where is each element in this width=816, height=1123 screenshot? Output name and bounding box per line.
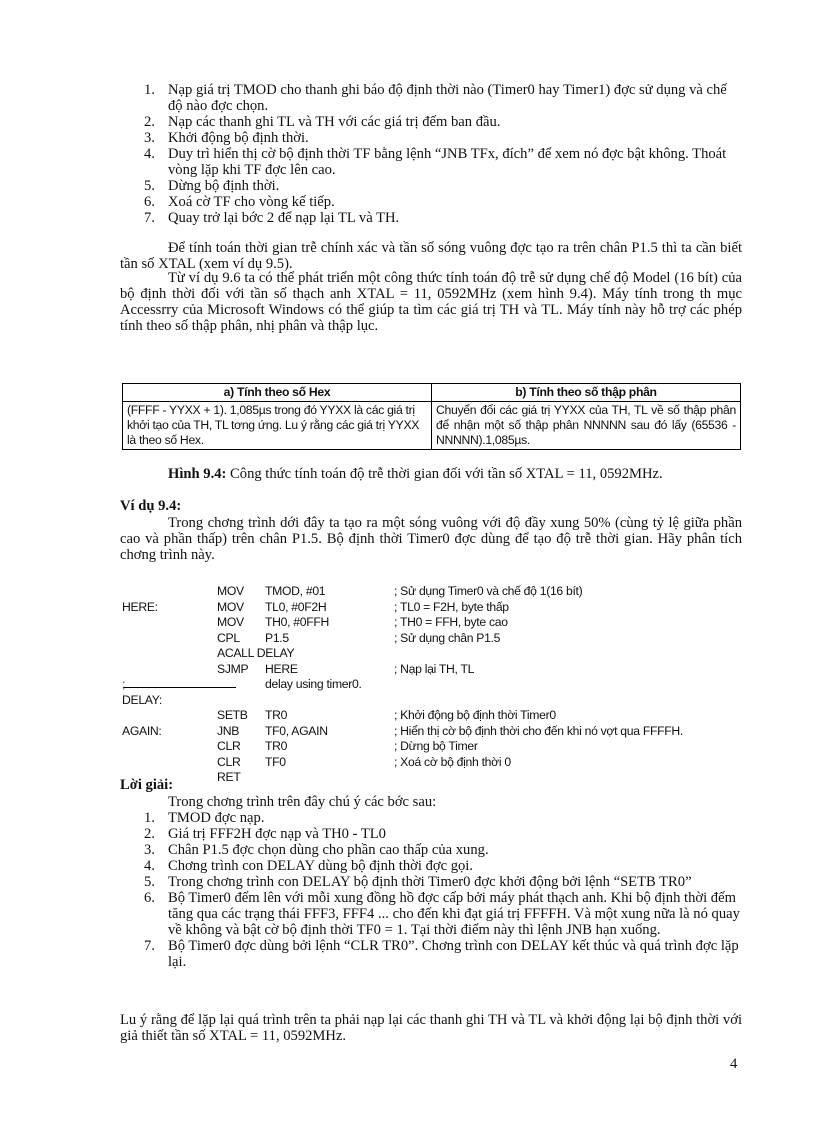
code-line: [122, 600, 762, 616]
solution-intro: Trong chơng trình trên đây chú ý các bớc sau:: [168, 794, 437, 810]
code-operand: TR0: [265, 739, 288, 753]
list-item-number: 6.: [144, 194, 155, 210]
code-opcode: CPL: [217, 630, 240, 645]
code-line: [122, 739, 762, 755]
list-item: [140, 194, 742, 210]
list-item: [140, 130, 742, 146]
list-item-text: Quay trở lại bớc 2 để nạp lại TL và TH.: [168, 210, 400, 226]
code-comment: ; Hiển thị cờ bộ định thời cho đến khi nó vợt qua FFFFH.: [394, 723, 683, 738]
list-item: [140, 146, 742, 178]
table-header-decimal: b) Tính theo số thập phân: [432, 384, 741, 402]
code-comment: ; Nạp lại TH, TL: [394, 661, 475, 676]
code-operand: TF0, AGAIN: [265, 723, 328, 738]
example-text: Trong chơng trình dới đây ta tạo ra một sóng vuông với độ đầy xung 50% (cùng tỷ lệ giữa phần cao và phần thấp) trên chân P1.5. Bộ định thời Timer0 đợc dùng để tạo độ trễ thời gian. Hãy phân tích chơng trình này.: [120, 515, 742, 563]
code-line: [122, 646, 762, 662]
code-operand: TF0: [265, 754, 286, 769]
list-item-text: Giá trị FFF2H đợc nạp và TH0 - TL0: [168, 826, 386, 842]
code-comment: ; Khởi động bộ định thời Timer0: [394, 708, 556, 722]
list-item-text: Chơng trình con DELAY dùng bộ định thời đợc gọi.: [168, 858, 474, 874]
list-item-text: Dừng bộ định thời.: [168, 178, 280, 194]
list-item-text: Chân P1.5 đợc chọn dùng cho phần cao thấp của xung.: [168, 842, 489, 858]
code-line: [122, 662, 762, 678]
code-line: [122, 584, 762, 600]
code-operand: TH0, #0FFH: [265, 615, 330, 629]
list-item-number: 3.: [144, 130, 155, 146]
list-item-text: Nạp giá trị TMOD cho thanh ghi báo độ định thời nào (Timer0 hay Timer1) đợc sử dụng và chế độ nào đợc chọn.: [168, 82, 727, 114]
code-line: [122, 677, 762, 693]
code-comment: ; Sử dụng Timer0 và chế độ 1(16 bít): [394, 584, 583, 598]
list-item: [140, 114, 742, 130]
code-opcode: RET: [217, 770, 241, 784]
formula-table: [122, 383, 741, 450]
code-line: [122, 708, 762, 724]
code-opcode: CLR: [217, 754, 241, 769]
paragraph-formula-intro: Từ ví dụ 9.6 ta có thể phát triển một công thức tính toán độ trễ sử dụng chế độ Model (16 bít) của bộ định thời đối với tần số thạch anh XTAL = 11, 0592MHz (xem hình 9.4). Máy tính trong th mục Accessrry của Microsoft Windows có thể giúp ta tìm các giá trị TH và TL. Máy tính này hỗ trợ các phép tính theo số thập phân, nhị phân và thập lục.: [120, 270, 742, 334]
code-operand: HERE: [265, 661, 298, 676]
code-operand: TR0: [265, 708, 288, 722]
code-line: [122, 631, 762, 647]
code-comment: ; Sử dụng chân P1.5: [394, 630, 501, 645]
list-item-number: 7.: [144, 210, 155, 226]
table-cell-hex: (FFFF - YYXX + 1). 1,085µs trong đó YYXX là các giá trị khởi tạo của TH, TL tơng ứng. Lu ý rằng các giá trị YYXX là theo số Hex.: [123, 402, 432, 450]
list-item: [140, 842, 742, 858]
list-item-number: 1.: [144, 810, 155, 826]
figure-caption: [120, 466, 742, 482]
list-item-text: Nạp các thanh ghi TL và TH với các giá trị đếm ban đầu.: [168, 114, 501, 130]
steps-list: [140, 82, 742, 226]
list-item-number: 2.: [144, 114, 155, 130]
code-line: [122, 693, 762, 709]
list-item-number: 2.: [144, 826, 155, 842]
list-item-text: Khởi động bộ định thời.: [168, 130, 309, 146]
list-item-text: Bộ Timer0 đếm lên với mỗi xung đồng hồ đợc cấp bởi máy phát thạch anh. Khi bộ định thời đếm tăng qua các trạng thái FFF3, FFF4 ... cho đến khi đạt giá trị FFFFH. Và một xung nữa là nó quay về không và bật cờ bộ định thời TF0 = 1. Tại thời điểm này thì lệnh JNB hạn xuống.: [168, 890, 740, 938]
code-operand: delay using timer0.: [265, 677, 362, 691]
list-item: [140, 178, 742, 194]
table-cell-decimal: Chuyển đổi các giá trị YYXX của TH, TL về số thập phân để nhận một số thập phân NNNNN sau đó lấy (65536 - NNNNN).1,085µs.: [432, 402, 741, 450]
code-label: ;: [122, 677, 126, 691]
list-item-text: Bộ Timer0 đợc dùng bởi lệnh “CLR TR0”. Chơng trình con DELAY kết thúc và quá trình đợc lặp lại.: [168, 938, 739, 970]
code-line: [122, 755, 762, 771]
code-label: HERE:: [122, 599, 158, 614]
list-item-text: Duy trì hiển thị cờ bộ định thời TF bằng lệnh “JNB TFx, đích” để xem nó đợc bật không. Thoát vòng lặp khi TF đợc lên cao.: [168, 146, 727, 178]
list-item-text: TMOD đợc nạp.: [168, 810, 265, 826]
code-comment: ; Xoá cờ bộ định thời 0: [394, 754, 511, 769]
example-title: Ví dụ 9.4:: [120, 498, 182, 514]
list-item-number: 4.: [144, 858, 155, 874]
list-item-text: Trong chơng trình con DELAY bộ định thời Timer0 đợc khởi động bởi lệnh “SETB TR0”: [168, 874, 692, 890]
list-item-number: 5.: [144, 178, 155, 194]
list-item: [140, 826, 742, 842]
solution-list: [140, 810, 742, 970]
list-item: [140, 210, 742, 226]
list-item: [140, 938, 742, 970]
code-line: [122, 724, 762, 740]
list-item-number: 1.: [144, 82, 155, 98]
closing-note: Lu ý rằng để lặp lại quá trình trên ta phải nạp lại các thanh ghi TH và TL và khởi động lại bộ định thời với giả thiết tần số XTAL = 11, 0592MHz.: [120, 1012, 742, 1044]
code-opcode: SJMP: [217, 661, 249, 676]
page-number: 4: [730, 1056, 738, 1072]
table-header-hex: a) Tính theo số Hex: [123, 384, 432, 402]
code-label: DELAY:: [122, 692, 162, 707]
list-item: [140, 874, 742, 890]
code-line: [122, 615, 762, 631]
code-operand: TL0, #0F2H: [265, 599, 327, 614]
code-operand: TMOD, #01: [265, 584, 326, 598]
code-opcode: MOV: [217, 615, 244, 629]
code-opcode: CLR: [217, 739, 241, 753]
code-opcode: SETB: [217, 708, 248, 722]
list-item-number: 7.: [144, 938, 155, 954]
list-item: [140, 890, 742, 938]
list-item-number: 6.: [144, 890, 155, 906]
code-opcode: MOV: [217, 584, 244, 598]
code-listing: [122, 584, 762, 786]
list-item: [140, 82, 742, 114]
solution-title: Lời giải:: [120, 777, 174, 793]
code-operand: P1.5: [265, 630, 289, 645]
list-item: [140, 858, 742, 874]
code-opcode: ACALL DELAY: [217, 646, 295, 660]
code-comment: ; Dừng bộ Timer: [394, 739, 478, 753]
paragraph-xtal-note: Để tính toán thời gian trễ chính xác và tần số sóng vuông đợc tạo ra trên chân P1.5 thì ta cần biết tần số XTAL (xem ví dụ 9.5).: [120, 240, 742, 272]
code-opcode: JNB: [217, 723, 240, 738]
list-item-number: 3.: [144, 842, 155, 858]
list-item-number: 4.: [144, 146, 155, 162]
code-label: AGAIN:: [122, 723, 162, 738]
figure-caption-text: Công thức tính toán độ trễ thời gian đối với tần số XTAL = 11, 0592MHz.: [226, 466, 663, 482]
code-separator-line: [124, 687, 236, 688]
code-comment: ; TL0 = F2H, byte thấp: [394, 599, 509, 614]
figure-caption-label: Hình 9.4:: [168, 466, 227, 482]
code-comment: ; TH0 = FFH, byte cao: [394, 615, 508, 629]
list-item: [140, 810, 742, 826]
code-opcode: MOV: [217, 599, 244, 614]
list-item-number: 5.: [144, 874, 155, 890]
list-item-text: Xoá cờ TF cho vòng kế tiếp.: [168, 194, 335, 210]
